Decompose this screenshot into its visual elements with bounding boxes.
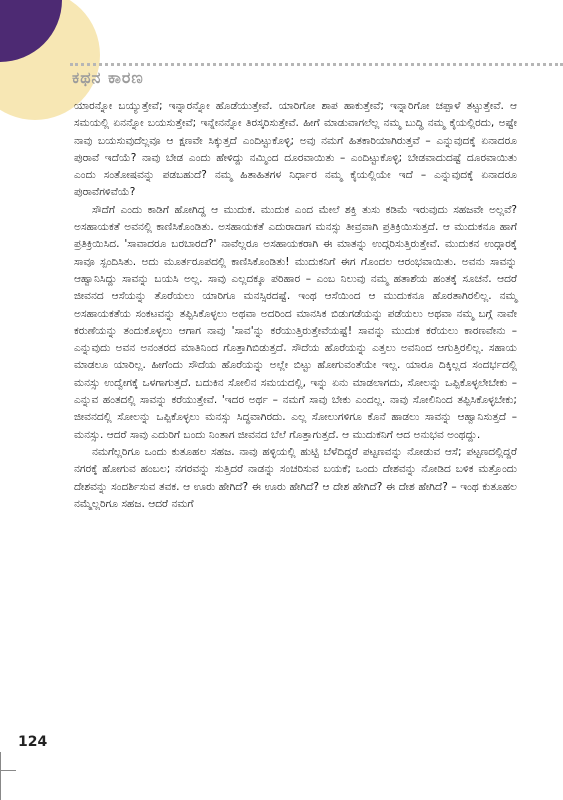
section-title: ಕಥನ ಕಾರಣ bbox=[72, 68, 144, 87]
header-dotted-rule bbox=[70, 63, 563, 66]
crop-mark-vertical bbox=[0, 752, 1, 800]
paragraph-2: ಸೌದೆಗೆ ಎಂದು ಕಾಡಿಗೆ ಹೋಗಿದ್ದ ಆ ಮುದುಕ. ಮುದುಕ ಎಂದ ಮೇಲೆ ಶಕ್ತಿ ತುಸು ಕಡಿಮೆ ಇರುವುದು ಸಹಜವೇ ಅಲ್ಲವೆ? ಅಸಹಾಯಕತೆ ಅವನಲ್ಲಿ ಕಾಣಿಸಿಕೊಂಡಿತು. ಅಸಹಾಯಕತೆ ಎದುರಾದಾಗ ಮನಸ್ಸು ತೀವ್ರವಾಗಿ ಪ್ರತಿಕ್ರಿಯಿಸುತ್ತದೆ. ಆ ಮುದುಕನೂ ಹಾಗೆ ಪ್ರತಿಕ್ರಿಯಿಸಿದ. 'ಸಾವಾದರೂ ಬರಬಾರದೆ?' ನಾವೆಲ್ಲರೂ ಅಸಹಾಯಕರಾಗಿ ಈ ಮಾತನ್ನು ಉದ್ಗರಿಸುತ್ತಿರುತ್ತೇವೆ. ಮುದುಕನ ಉದ್ಗಾರಕ್ಕೆ ಸಾವೂ ಸ್ಪಂದಿಸಿತು. ಅದು ಮೂರ್ತರೂಪದಲ್ಲಿ ಕಾಣಿಸಿಕೊಂಡಿತು! ಮುದುಕನಿಗೆ ಈಗ ಗೊಂದಲ ಆರಂಭವಾಯಿತು. ಅವನು ಸಾವನ್ನು ಆಹ್ವಾನಿಸಿದ್ದು ಸಾವನ್ನು ಬಯಸಿ ಅಲ್ಲ. ಸಾವು ಎಲ್ಲದಕ್ಕೂ ಪರಿಹಾರ – ಎಂಬ ನಿಲುವು ನಮ್ಮ ಹತಾಶೆಯ ಹಂತಕ್ಕೆ ಸೂಚನೆ. ಆದರೆ ಜೀವನದ ಆಸೆಯನ್ನು ತೊರೆಯಲು ಯಾರಿಗೂ ಮನಸ್ಸಿರದಷ್ಟೆ. ಇಂಥ ಆಸೆಯಿಂದ ಆ ಮುದುಕನೂ ಹೊರತಾಗಿರಲಿಲ್ಲ. ನಮ್ಮ ಅಸಹಾಯಕತೆಯ ಸಂಕಟವನ್ನು ತಪ್ಪಿಸಿಕೊಳ್ಳಲು ಅಥವಾ ಅದರಿಂದ ಮಾನಸಿಕ ಬಿಡುಗಡೆಯನ್ನು ಪಡೆಯಲು ಅಥವಾ ನಮ್ಮ ಬಗ್ಗೆ ನಾವೇ ಕರುಣೆಯನ್ನು ತಂದುಕೊಳ್ಳಲು ಆಗಾಗ ನಾವು 'ಸಾವ'ನ್ನು ಕರೆಯುತ್ತಿರುತ್ತೇವೆಯಷ್ಟೆ! ಸಾವನ್ನು ಮುದುಕ ಕರೆಯಲು ಕಾರಣವೇನು – ಎನ್ನುವುದು ಅವನ ಅನಂತರದ ಮಾತಿನಿಂದ ಗೊತ್ತಾಗಿಬಿಡುತ್ತದೆ. ಸೌದೆಯ ಹೊರೆಯನ್ನು ಎತ್ತಲು ಅವನಿಂದ ಆಗುತ್ತಿರಲಿಲ್ಲ. ಸಹಾಯ ಮಾಡಲೂ ಯಾರಿಲ್ಲ. ಹೀಗೆಂದು ಸೌದೆಯ ಹೊರೆಯನ್ನು ಅಲ್ಲೇ ಬಿಟ್ಟು ಹೋಗುವಂತೆಯೇ ಇಲ್ಲ. ಯಾರೂ ದಿಕ್ಕಿಲ್ಲದ ಸಂದರ್ಭದಲ್ಲಿ ಮನಸ್ಸು ಉದ್ವೇಗಕ್ಕೆ ಒಳಗಾಗುತ್ತದೆ. ಬದುಕಿನ ಸೋಲಿನ ಸಮಯದಲ್ಲಿ, ಇನ್ನು ಏನು ಮಾಡಲಾಗದು, ಸೋಲನ್ನು ಒಪ್ಪಿಕೊಳ್ಳಲೇಬೇಕು – ಎನ್ನುವ ಹಂತದಲ್ಲಿ ಸಾವನ್ನು ಕರೆಯುತ್ತೇವೆ. 'ಇದರ ಅರ್ಥ – ನಮಗೆ ಸಾವು ಬೇಕು ಎಂದಲ್ಲ. ನಾವು ಸೋಲಿನಿಂದ ತಪ್ಪಿಸಿಕೊಳ್ಳಬೇಕು; ಜೀವನದಲ್ಲಿ ಸೋಲನ್ನು ಒಪ್ಪಿಕೊಳ್ಳಲು ಮನಸ್ಸು ಸಿದ್ಧವಾಗಿರದು. ಎಲ್ಲ ಸೋಲುಗಳಿಗೂ ಕೊನೆ ಹಾಡಲು ಸಾವನ್ನು ಆಹ್ವಾನಿಸುತ್ತದೆ – ಮನಸ್ಸು. ಆದರೆ ಸಾವು ಎದುರಿಗೆ ಬಂದು ನಿಂತಾಗ ಜೀವನದ ಬೆಲೆ ಗೊತ್ತಾಗುತ್ತದೆ. ಆ ಮುದುಕನಿಗೆ ಆದ ಅನುಭವ ಅಂಥದ್ದು. bbox=[74, 203, 517, 441]
paragraph-3: ನಮಗೆಲ್ಲರಿಗೂ ಒಂದು ಕುತೂಹಲ ಸಹಜ. ನಾವು ಹಳ್ಳಿಯಲ್ಲಿ ಹುಟ್ಟಿ ಬೆಳೆದಿದ್ದರೆ ಪಟ್ಟಣವನ್ನು ನೋಡುವ ಆಸೆ; ಪಟ್ಟಣದಲ್ಲಿದ್ದರೆ ನಗರಕ್ಕೆ ಹೋಗುವ ಹಂಬಲ; ನಗರವನ್ನು ಸುತ್ತಿದರೆ ನಾಡನ್ನು ಸಂಚರಿಸುವ ಬಯಕೆ; ಒಂದು ದೇಶವನ್ನು ನೋಡಿದ ಬಳಿಕ ಮತ್ತೊಂದು ದೇಶವನ್ನು ಸಂದರ್ಶಿಸುವ ತವಕ. ಆ ಊರು ಹೇಗಿದೆ? ಈ ಊರು ಹೇಗಿದೆ? ಆ ದೇಶ ಹೇಗಿದೆ? ಈ ದೇಶ ಹೇಗಿದೆ? – ಇಂಥ ಕುತೂಹಲ ನಮ್ಮೆಲ್ಲರಿಗೂ ಸಹಜ. ಆದರೆ ನಮಗೆ bbox=[74, 445, 517, 510]
paragraph-1: ಯಾರನ್ನೋ ಬಯ್ಯುತ್ತೇವೆ; ಇನ್ನಾರನ್ನೋ ಹೊಡೆಯುತ್ತೇವೆ. ಯಾರಿಗೋ ಶಾಪ ಹಾಕುತ್ತೇವೆ; ಇನ್ನಾರಿಗೋ ಚಪ್ಪಾಳೆ ತಟ್ಟುತ್ತೇವೆ. ಆ ಸಮಯಲ್ಲಿ ಏನನ್ನೋ ಬಯಸುತ್ತೇವೆ; ಇನ್ನೇನನ್ನೋ ತಿರಸ್ಕರಿಸುತ್ತೇವೆ. ಹೀಗೆ ಮಾಡುವಾಗಲೆಲ್ಲ ನಮ್ಮ ಬುದ್ಧಿ ನಮ್ಮ ಕೈಯಲ್ಲಿರದು, ಅಷ್ಟೇ ನಾವು ಬಯಸುವುದೆಲ್ಲವೂ ಆ ಕ್ಷಣವೇ ಸಿಕ್ಕುತ್ತದೆ ಎಂದಿಟ್ಟುಕೊಳ್ಳಿ; ಅವು ನಮಗೆ ಹಿತಕಾರಿಯಾಗಿರುತ್ತವೆ – ಎನ್ನುವುದಕ್ಕೆ ಏನಾದರೂ ಪುರಾವೆ ಇದೆಯೆ? ನಾವು ಬೇಡ ಎಂದು ಹೇಳಿದ್ದು ನಮ್ಮಿಂದ ದೂರವಾಯಿತು – ಎಂದಿಟ್ಟುಕೊಳ್ಳಿ; ಬೇಡವಾದುದಷ್ಟೆ ದೂರವಾಯಿತು ಎಂದು ಸಂತೋಷವನ್ನು ಪಡಬಹುದೆ? ನಮ್ಮ ಹಿತಾಹಿತಗಳ ನಿರ್ಧಾರ ನಮ್ಮ ಕೈಯಲ್ಲಿಯೇ ಇದೆ – ಎನ್ನುವುದಕ್ಕೆ ಏನಾದರೂ ಪುರಾವೆಗಳಿವೆಯೆ? bbox=[74, 100, 517, 199]
body-text bbox=[74, 98, 517, 513]
crop-mark-horizontal bbox=[0, 770, 16, 771]
page-number: 124 bbox=[18, 734, 48, 750]
